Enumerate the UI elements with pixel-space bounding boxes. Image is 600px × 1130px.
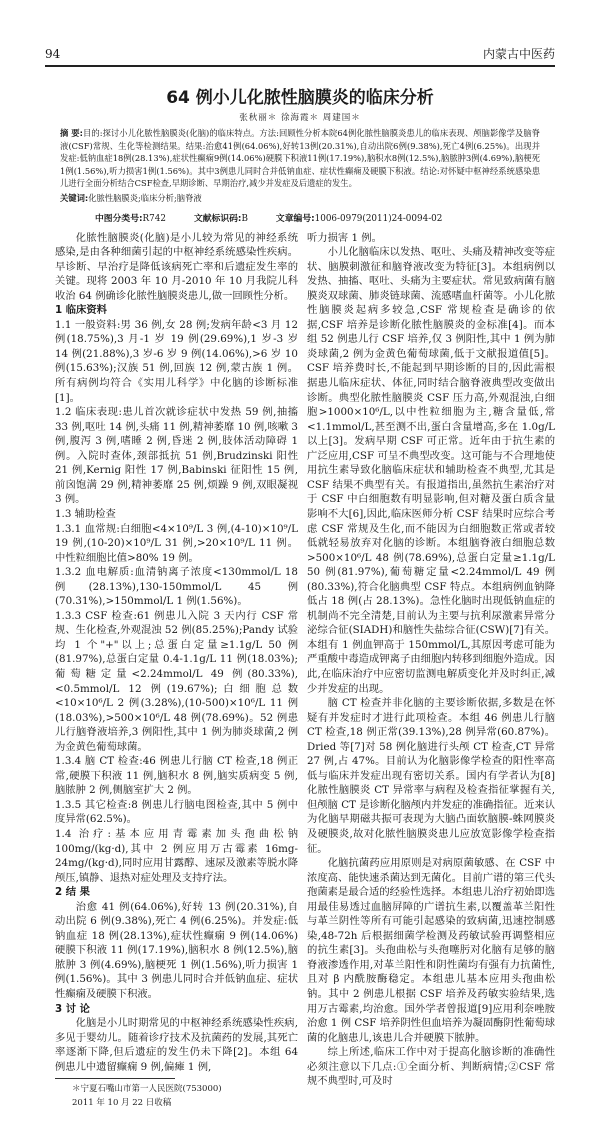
- paragraph-csf-exam: 1.3.3 CSF 检查:61 例患儿入院 3 天内行 CSF 常规、生化检查,外观混浊 52 例(85.25%);Pandy 试验均 1 个"+"以上;总蛋白定量≥1.1g/L 50 例(81.97%),总蛋白定量 0.4-1.1g/L 11 例(18.03%);葡萄糖定量<2.24mmol/L 49 例(80.33%),<0.5mmol/L 12 例(19.67%);白细胞总数<10×10⁶/L 2 例(3.28%),(10-500)×10⁶/L 11 例(18.03%),>500×10⁶/L 48 例(78.69%)。52 例患儿行脑脊液培养,3 例阳性,其中 1 例为肺炎球菌,2 例为金黄色葡萄球菌。: [55, 609, 298, 753]
- paragraph-discussion-ct: 脑 CT 检查并非化脑的主要诊断依据,多数是在怀疑有并发症时才进行此项检查。本组 46 例患儿行脑 CT 检查,18 例正常(39.13%),28 例异常(60.87%)。Dried 等[7]对 58 例化脑进行头颅 CT 检查,CT 异常 27 例,占 47%。目前认为化脑影像学检查的阳性率高低与临床并发症出现有密切关系。国内有学者认为[8]化脓性脑膜炎 CT 异常率与病程及检查指征掌握有关,但颅脑 CT 是诊断化脑颅内并发症的准确指征。近来认为化脑早期磁共振可表现为大脑凸面软脑膜-蛛网膜炎及硬膜炎,故对化脓性脑膜炎患儿应放宽影像学检查指征。: [307, 697, 555, 855]
- clc-label: 中图分类号:: [95, 213, 143, 224]
- classification-row: [95, 213, 555, 225]
- footnote-rule: [55, 1078, 175, 1079]
- right-column: [307, 231, 555, 1111]
- paragraph-summary: 综上所述,临床工作中对于提高化脑诊断的准确性必须注意以下几点:①全面分析、判断病情;②CSF 常规不典型时,可及时: [307, 1046, 555, 1088]
- paragraph-blood-routine: 1.3.1 血常规:白细胞<4×10⁹/L 3 例,(4-10)×10⁹/L 19 例,(10-20)×10⁹/L 31 例,>20×10⁹/L 11 例。中性粒细胞比值>80% 19 例。: [55, 522, 298, 564]
- abstract-block: [60, 127, 540, 205]
- intro-paragraph: 化脓性脑膜炎(化脑)是小儿较为常见的神经系统感染,是由各种细菌引起的中枢神经系统感染性疾病。早诊断、早治疗是降低该病死亡率和后遗症发生率的关键。现将 2003 年 10 月-2010 年 10 月我院儿科收治 64 例确诊化脓性脑膜炎患儿,做一回顾性分析。: [55, 231, 298, 302]
- abstract-label: 摘 要:: [60, 128, 83, 138]
- keywords-label: 关键词:: [60, 192, 89, 203]
- paragraph-other-exam: 1.3.5 其它检查:8 例患儿行脑电图检查,其中 5 例中度异常(62.5%)。: [55, 798, 298, 826]
- section-heading-discussion: 3 讨 论: [55, 1002, 90, 1015]
- footnote: [55, 1082, 298, 1110]
- abstract-text: 目的:探讨小儿化脓性脑膜炎(化脑)的临床特点。方法:回顾性分析本院64例化脓性脑膜炎患儿的临床表现、颅脑影像学及脑脊液(CSF)常规、生化等检测结果。结果:治愈41例(64.06%),好转13例(20.31%),自动出院6例(9.38%),死亡4例(6.25%)。出现并发症:低钠血症18例(28.13%),症状性癫痫9例(14.06%)硬膜下积液11例(17.19%),脑积水8例(12.5%),脑脓肿3例(4.69%),脑梗死1例(1.56%),听力损害1例(1.56%)。其中3例患儿同时合并低钠血症、症状性癫痫及硬膜下积液。结论:对怀疑中枢神经系统感染患儿进行全面分析结合CSF检查,早期诊断、早期治疗,减少并发症及后遗症的发生。: [60, 128, 540, 189]
- clc-value: R742: [142, 213, 166, 224]
- paragraph-electrolytes: 1.3.2 血电解质:血清钠离子浓度<130mmol/L 18 例(28.13%),130-150mmol/L 45 例(70.31%),>150mmol/L 1 例(1.56%)。: [55, 566, 298, 608]
- footnote-affiliation: ＊宁夏石嘴山市第一人民医院(753000): [72, 1084, 222, 1095]
- abstract: [60, 127, 540, 190]
- paragraph-results: 治愈 41 例(64.06%),好转 13 例(20.31%),自动出院 6 例(9.38%),死亡 4 例(6.25%)。并发症:低钠血症 18 例(28.13%),症状性癫痫 9 例(14.06%)硬膜下积液 11 例(17.19%),脑积水 8 例(12.5%),脑脓肿 3 例(4.69%),脑梗死 1 例(1.56%),听力损害 1 例(1.56%)。其中 3 例患儿同时合并低钠血症、症状性癫痫及硬膜下积液。: [55, 900, 298, 1000]
- clc-number: [95, 213, 166, 225]
- paragraph-discussion: 化脑是小儿时期常见的中枢神经系统感染性疾病,多见于婴幼儿。随着诊疗技术及抗菌药的发展,其死亡率逐渐下降,但后遗症的发生仍未下降[2]。本组 64 例患儿中遗留癫痫 9 例,偏瘫 1 例,: [55, 1017, 298, 1073]
- body-columns: [45, 231, 555, 1111]
- paragraph-discussion-antibiotics: 化脑抗菌药应用原则是对病原菌敏感、在 CSF 中浓度高、能快速杀菌达到无菌化。目前广谱的第三代头孢菌素是最合适的经验性选择。本组患儿治疗初始即选用最佳易透过血脑屏障的广谱抗生素,以覆盖革兰阳性与革兰阴性等所有可能引起感染的致病菌,迅速控制感染,48-72h 后根据细菌学检测及药敏试验再调整相应的抗生素[3]。头孢曲松与头孢噻肟对化脑有足够的脑脊液渗透作用,对革兰阳性和阴性菌均有强有力抗菌性,且对 β 内酰胺酶稳定。本组患儿基本应用头孢曲松钠。其中 2 例患儿根据 CSF 培养及药敏实验结果,选用万古霉素,均治愈。国外学者曾报道[9]应用利奈唑胺治愈 1 例 CSF 培养阴性但血培养为凝固酶阴性葡萄球菌的化脑患儿,该患儿合并硬膜下脓肿。: [307, 857, 555, 1044]
- paragraph-treatment: 1.4 治疗:基本应用青霉素加头孢曲松钠 100mg/(kg·d),其中 2 例应用万古霉素 16mg-24mg/(kg·d),同时应用甘露醇、速尿及激素等脱水降颅压,镇静、退热对症处理及支持疗法。: [55, 827, 298, 884]
- paragraph-clinical-manifestation: 1.2 临床表现:患儿首次就诊症状中发热 59 例,抽搐 33 例,呕吐 14 例,头痛 11 例,精神萎靡 10 例,咳嗽 3 例,腹泻 3 例,嗜睡 2 例,昏迷 2 例,肢体活动障碍 1 例。入院时查体,颈部抵抗 51 例,Brudzinski 阳性 21 例,Kernig 阳性 17 例,Babinski 征阳性 15 例,前囟饱满 29 例,精神萎靡 25 例,烦躁 9 例,双眼凝视 3 例。: [55, 406, 298, 506]
- article-title: 64 例小儿化脓性脑膜炎的临床分析: [166, 88, 434, 108]
- paragraph-general-data: 1.1 一般资料:男 36 例,女 28 例;发病年龄<3 月 12 例(18.75%),3 月-1 岁 19 例(29.69%),1 岁-3 岁 14 例(21.88%),3 岁-6 岁 9 例(14.06%),>6 岁 10 例(15.63%);汉族 51 例,回族 12 例,蒙古族 1 例。所有病例均符合《实用儿科学》中化脑的诊断标准[1]。: [55, 318, 298, 404]
- section-heading-results: 2 结 果: [55, 886, 90, 899]
- article-number-label: 文章编号:: [275, 213, 315, 224]
- journal-name: 内蒙古中医药: [482, 47, 555, 61]
- document-code-value: B: [241, 213, 248, 224]
- header-rule: [45, 65, 555, 67]
- document-code-label: 文献标识码:: [193, 213, 242, 224]
- paragraph-ct-exam: 1.3.4 脑 CT 检查:46 例患儿行脑 CT 检查,18 例正常,硬膜下积液 11 例,脑积水 8 例,脑实质病变 5 例,脑脓肿 2 例,侧脑室扩大 2 例。: [55, 755, 298, 797]
- article-authors: 张秋丽＊ 徐海霞＊ 周建国＊: [239, 113, 361, 123]
- paragraph-discussion-csf: 小儿化脑临床以发热、呕吐、头痛及精神改变等症状、脑膜刺激征和脑脊液改变为特征[3]。本组病例以发热、抽搐、呕吐、头痛为主要症状。常见致病菌有脑膜炎双球菌、肺炎链球菌、流感嗜血杆菌等。小儿化脓性脑膜炎起病多较急,CSF 常规检查是确诊的依据,CSF 培养是诊断化脓性脑膜炎的金标准[4]。而本组 52 例患儿行 CSF 培养,仅 3 例阳性,其中 1 例为肺炎球菌,2 例为金黄色葡萄球菌,低于文献报道值[5]。CSF 培养费时长,不能起到早期诊断的目的,因此需根据患儿临床症状、体征,同时结合脑脊液典型改变做出诊断。典型化脓性脑膜炎 CSF 压力高,外观混浊,白细胞>1000×10⁶/L,以中性粒细胞为主,糖含量低,常<1.1mmol/L,甚至测不出,蛋白含量增高,多在 1.0g/L 以上[3]。发病早期 CSF 可正常。近年由于抗生素的广泛应用,CSF 可呈不典型改变。这可能与不合理地使用抗生素导致化脑临床症状和辅助检查不典型,尤其是 CSF 结果不典型有关。有报道指出,虽然抗生素治疗对于 CSF 中白细胞数有明显影响,但对糖及蛋白质含量影响不大[6],因此,临床医师分析 CSF 结果时应综合考虑 CSF 常规及生化,而不能因为白细胞数正常或者较低就轻易放弃对化脑的诊断。本组脑脊液白细胞总数>500×10⁶/L 48 例(78.69%),总蛋白定量≥1.1g/L 50 例(81.97%),葡萄糖定量<2.24mmol/L 49 例(80.33%),符合化脑典型 CSF 特点。本组病例血钠降低占 18 例(占 28.13%)。急性化脑时出现低钠血症的机制尚不完全清楚,目前认为主要与抗利尿激素异常分泌综合征(SIADH)和脑性失盐综合征(CSW)[7]有关。本组有 1 例血钾高于 150mmol/L,其原因考虑可能为严重酸中毒造成钾离子由细胞内转移到细胞外造成。因此,在临床治疗中应密切监测电解质变化并及时纠正,减少并发症的出现。: [307, 246, 555, 695]
- keywords: [60, 192, 540, 205]
- running-header: [45, 46, 555, 62]
- left-column: [55, 231, 298, 1111]
- subheading-auxiliary-exam: 1.3 辅助检查: [55, 507, 116, 520]
- paragraph-continued: 听力损害 1 例。: [307, 231, 382, 244]
- keywords-text: 化脓性脑膜炎;临床分析;脑脊液: [88, 192, 202, 203]
- section-heading-materials: 1 临床资料: [55, 304, 107, 317]
- article-number-value: 1006-0979(2011)24-0094-02: [314, 213, 443, 224]
- footnote-received-date: 2011 年 10 月 22 日收稿: [72, 1098, 172, 1109]
- article-number: [276, 213, 442, 225]
- document-code: [194, 213, 248, 225]
- page-number: 94: [45, 47, 61, 61]
